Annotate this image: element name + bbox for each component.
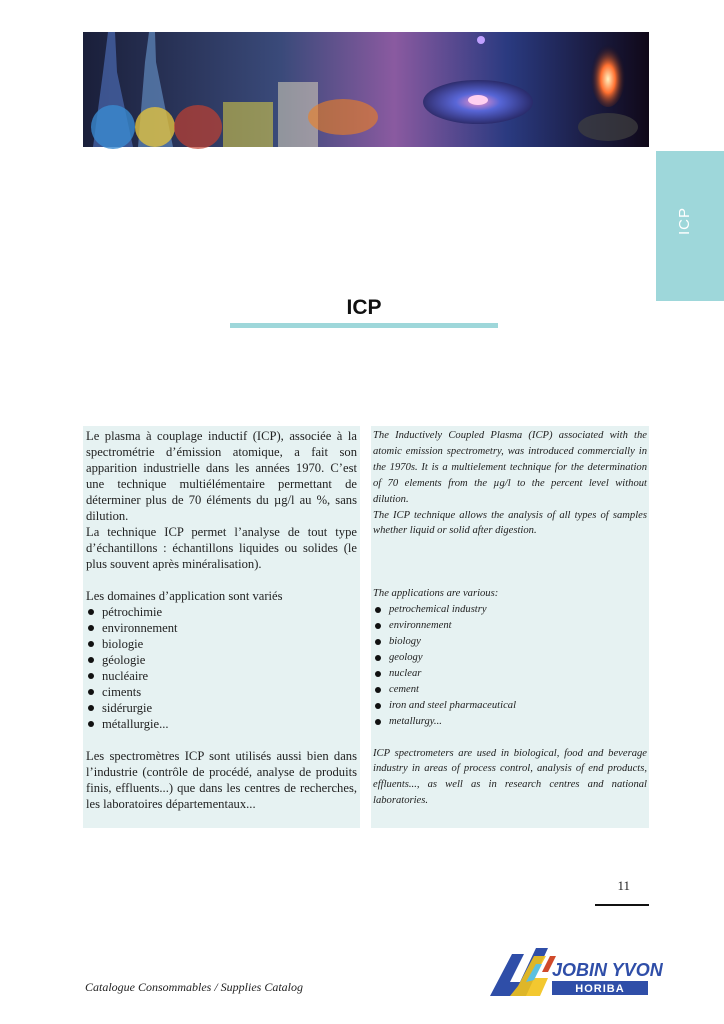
page-number-rule: [595, 904, 649, 906]
list-item: iron and steel pharmaceutical: [373, 698, 647, 714]
list-item: ciments: [86, 684, 357, 700]
list-item: petrochemical industry: [373, 602, 647, 618]
logo-name-text: JOBIN YVON: [552, 960, 663, 980]
list-item: pétrochimie: [86, 604, 357, 620]
english-applications-list: [373, 602, 647, 729]
list-item: nuclear: [373, 666, 647, 682]
section-tab-label: ICP: [676, 207, 693, 236]
list-item: biology: [373, 634, 647, 650]
logo-horiba-text: HORIBA: [575, 983, 625, 995]
list-item: geology: [373, 650, 647, 666]
english-intro-2: The ICP technique allows the analysis of all types of samples whether liquid or solid after digestion.: [373, 509, 647, 537]
page-number: 11: [617, 878, 630, 893]
list-item: cement: [373, 682, 647, 698]
french-applications-list: [86, 604, 357, 732]
section-tab: [656, 151, 724, 301]
list-item: biologie: [86, 636, 357, 652]
footer-catalog-title: Catalogue Consommables / Supplies Catalog: [85, 980, 304, 994]
french-intro-2: La technique ICP permet l’analyse de tout type d’échantillons : échantillons liquides ou solides (le plus souvent après minéralisation).: [86, 525, 357, 571]
english-closing: ICP spectrometers are used in biological, food and beverage industry in areas of process control, analysis of end products, effluents..., as well as in research centres and national laboratories.: [373, 747, 647, 807]
list-item: géologie: [86, 652, 357, 668]
list-item: métallurgie...: [86, 716, 357, 732]
list-item: nucléaire: [86, 668, 357, 684]
english-column: [371, 426, 649, 828]
header-banner-image: [83, 32, 649, 147]
list-item: environnement: [373, 618, 647, 634]
english-intro: The Inductively Coupled Plasma (ICP) associated with the atomic emission spectrometry, was introduced commercially in the 1970s. It is a multielement technique for the determination of 70 elements from the µg/l to the percent level without dilution.: [373, 430, 647, 505]
french-column: [83, 426, 360, 828]
french-intro: Le plasma à couplage inductif (ICP), associée à la spectrométrie d’émission atomique, a fait son apparition industrielle dans les années 1970. C’est une technique multiélémentaire permettant de déterminer plus de 70 éléments du µg/l au %, sans dilution.: [86, 429, 357, 523]
page-title: ICP: [346, 296, 382, 319]
list-item: environnement: [86, 620, 357, 636]
list-item: metallurgy...: [373, 714, 647, 730]
jobin-yvon-horiba-logo: [490, 942, 663, 998]
french-closing: Les spectromètres ICP sont utilisés aussi bien dans l’industrie (contrôle de procédé, analyse de produits finis, effluents...) que dans les centres de recherches, les laboratoires départementaux...: [86, 749, 357, 811]
french-applications-heading: Les domaines d’application sont variés: [86, 589, 283, 603]
list-item: sidérurgie: [86, 700, 357, 716]
title-underline: [230, 323, 498, 328]
english-applications-heading: The applications are various:: [373, 588, 499, 600]
